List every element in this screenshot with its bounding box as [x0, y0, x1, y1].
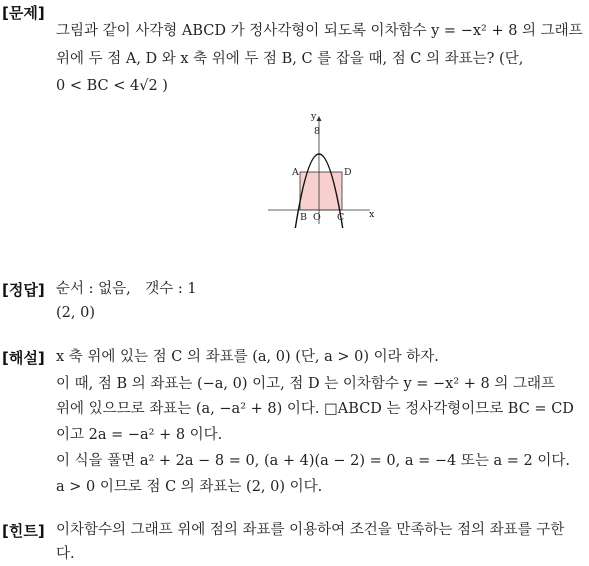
- solution-line-4: 이고 2a = −a² + 8 이다.: [56, 427, 223, 443]
- answer-value: (2, 0): [56, 305, 95, 321]
- y-axis-arrow: [317, 116, 322, 121]
- answer-label: [정답]: [2, 281, 45, 299]
- hint-line-2: 다.: [56, 546, 75, 562]
- answer-order-text: 순서 : 없음, 갯수 : 1: [56, 281, 197, 297]
- hint-label: [힌트]: [2, 522, 45, 540]
- y-axis-label: y: [311, 111, 317, 122]
- point-c-label: C: [337, 212, 345, 223]
- problem-label: [문제]: [2, 4, 45, 22]
- x-axis-label: x: [369, 209, 375, 220]
- origin-label: O: [313, 212, 321, 223]
- hint-line-1: 이차함수의 그래프 위에 점의 좌표를 이용하여 조건을 만족하는 점의 좌표를 구한: [56, 522, 565, 538]
- solution-line-6: a > 0 이므로 점 C 의 좌표는 (2, 0) 이다.: [56, 479, 323, 495]
- point-d-label: D: [344, 167, 352, 178]
- problem-line-1: 그림과 같이 사각형 ABCD 가 정사각형이 되도록 이차함수 y = −x² + 8 의 그래프: [56, 23, 583, 39]
- point-b-label: B: [300, 212, 307, 223]
- solution-line-2: 이 때, 점 B 의 좌표는 (−a, 0) 이고, 점 D 는 이차함수 y = −x² + 8 의 그래프: [56, 376, 556, 392]
- solution-line-3: 위에 있으므로 좌표는 (a, −a² + 8) 이다. □ABCD 는 정사각형이므로 BC = CD: [56, 401, 574, 417]
- solution-line-1: x 축 위에 있는 점 C 의 좌표를 (a, 0) (단, a > 0) 이라 하자.: [56, 349, 439, 365]
- problem-line-3: 0 < BC < 4√2 ): [56, 78, 168, 94]
- parabola-figure: [262, 108, 382, 228]
- solution-label: [해설]: [2, 349, 45, 367]
- vertex-label: 8: [314, 126, 321, 137]
- point-a-label: A: [292, 167, 299, 178]
- problem-line-2: 위에 두 점 A, D 와 x 축 위에 두 점 B, C 를 잡을 때, 점 C 의 좌표는? (단,: [56, 51, 524, 67]
- solution-line-5: 이 식을 풀면 a² + 2a − 8 = 0, (a + 4)(a − 2) = 0, a = −4 또는 a = 2 이다.: [56, 453, 570, 469]
